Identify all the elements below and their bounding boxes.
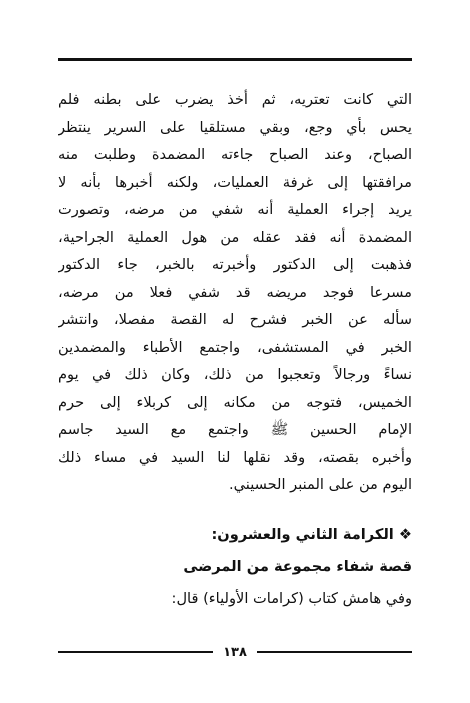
footer-rule-right (257, 651, 412, 653)
section-title: الكرامة الثاني والعشرون: (211, 526, 394, 543)
text-line: الصباح، وعند الصباح جاءته المضمدة وطلبت منه (58, 146, 412, 163)
text-line: المضمدة أنه فقد عقله من هول العملية الجراحية، (58, 228, 412, 246)
page-number: ١٣٨ (223, 644, 247, 660)
body-paragraph (58, 86, 412, 499)
text-line: فذهبت إلى الدكتور وأخبرته بالخبر، جاء الدكتور (58, 256, 412, 273)
bullet-icon: ❖ (398, 526, 412, 543)
text-line: مسرعا فوجد مريضه قد شفي فعلا من مرضه، (58, 283, 412, 301)
text-line: الخبر في المستشفى، واجتمع الأطباء والمضمدين (58, 338, 412, 356)
text-line: سأله عن الخبر فشرح له القصة مفصلا، وانتشر (58, 311, 412, 328)
text-line: يريد إجراء العملية أنه شفي من مرضه، وتصورت (58, 201, 412, 218)
text-line: اليوم من على المنبر الحسيني. (228, 476, 412, 493)
section-intro: وفي هامش كتاب (كرامات الأولياء) قال: (171, 590, 412, 607)
text-line: وأخبره بقصته، وقد نقلها لنا السيد في مساء ذلك (58, 448, 412, 466)
page-footer (58, 641, 412, 663)
top-rule (58, 58, 412, 61)
text-line: نساءً ورجالاً وتعجبوا من ذلك، وكان ذلك في يوم (58, 366, 412, 383)
text-line: يحس بأي وجع، وبقي مستلقيا على السرير ينتظر (58, 118, 412, 136)
text-line: التي كانت تعتريه، ثم أخذ يضرب على بطنه فلم (58, 91, 412, 108)
text-line: مرافقتها إلى غرفة العمليات، ولكنه أخبرها بأنه لا (58, 173, 412, 191)
section-heading (58, 526, 412, 543)
text-line: الخميس، فتوجه من مكانه إلى كربلاء إلى حرم (58, 393, 412, 411)
text-line: الإمام الحسين ﷺ واجتمع مع السيد جاسم (58, 421, 412, 438)
footer-rule-left (58, 651, 213, 653)
section-subtitle: قصة شفاء مجموعة من المرضى (183, 558, 412, 575)
